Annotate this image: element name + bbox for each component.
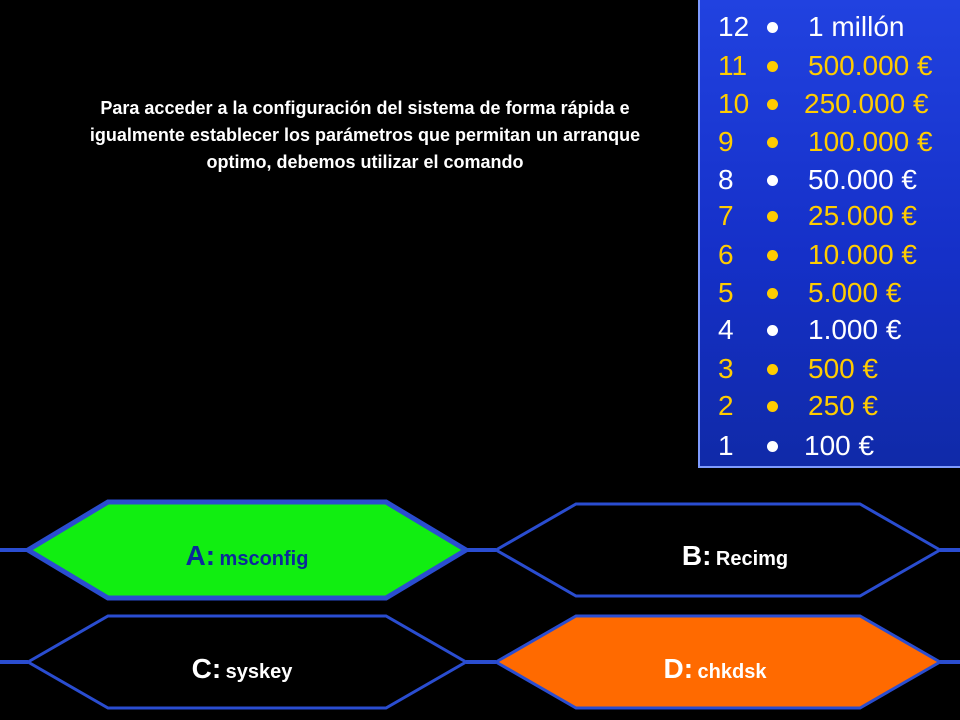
prize-level-7 [700,197,960,235]
answer-text: msconfig [219,548,309,570]
prize-level-12 [700,8,960,46]
bullet-icon [767,99,778,110]
answer-letter: D: [663,653,694,684]
answer-c-button[interactable] [62,653,422,685]
prize-amount: 100.000 € [808,126,933,157]
prize-level-number: 9 [718,126,734,157]
prize-amount: 500.000 € [808,50,933,81]
answer-b-button[interactable] [555,540,915,572]
answer-text: Recimg [715,548,789,570]
answer-a-button[interactable] [67,540,427,572]
bullet-icon [767,137,778,148]
prize-amount: 50.000 € [808,164,917,195]
prize-level-9 [700,123,960,161]
bullet-icon [767,401,778,412]
answer-d-button[interactable] [535,653,895,685]
question-text: Para acceder a la configuración del sistema de forma rápida e igualmente establecer los parámetros que permitan un arranque optimo, debemos utilizar el comando [89,98,641,172]
prize-amount: 25.000 € [808,200,917,231]
prize-level-number: 7 [718,200,734,231]
prize-amount: 250 € [808,390,879,421]
bullet-icon [767,211,778,222]
prize-amount: 250.000 € [804,88,929,119]
bullet-icon [767,364,778,375]
prize-amount: 1 millón [808,11,905,42]
prize-level-number: 10 [718,88,750,119]
bullet-icon [767,325,778,336]
bullet-icon [767,22,778,33]
prize-level-6 [700,236,960,274]
prize-level-number: 11 [718,50,748,81]
prize-level-number: 8 [718,164,734,195]
prize-level-number: 4 [718,314,734,345]
prize-level-number: 5 [718,277,734,308]
prize-ladder [698,0,960,468]
prize-level-number: 1 [718,430,734,461]
prize-amount: 500 € [808,353,879,384]
bullet-icon [767,441,778,452]
bullet-icon [767,61,778,72]
prize-level-number: 6 [718,239,734,270]
prize-level-10 [700,85,960,123]
prize-level-8 [700,161,960,199]
prize-level-5 [700,274,960,312]
prize-level-number: 12 [718,11,750,42]
prize-amount: 1.000 € [808,314,902,345]
answer-text: syskey [225,661,293,683]
prize-level-1 [700,427,960,465]
prize-amount: 10.000 € [808,239,917,270]
prize-level-3 [700,350,960,388]
answer-board-graphics [0,490,960,720]
prize-amount: 5.000 € [808,277,902,308]
prize-level-4 [700,311,960,349]
bullet-icon [767,288,778,299]
bullet-icon [767,175,778,186]
prize-level-2 [700,387,960,425]
answer-letter: C: [191,653,222,684]
bullet-icon [767,250,778,261]
answer-letter: A: [185,540,216,571]
answer-board [0,490,960,720]
prize-amount: 100 € [804,430,875,461]
prize-level-number: 2 [718,390,734,421]
prize-level-11 [700,47,960,85]
answer-text: chkdsk [697,661,767,683]
prize-level-number: 3 [718,353,734,384]
answer-letter: B: [681,540,712,571]
